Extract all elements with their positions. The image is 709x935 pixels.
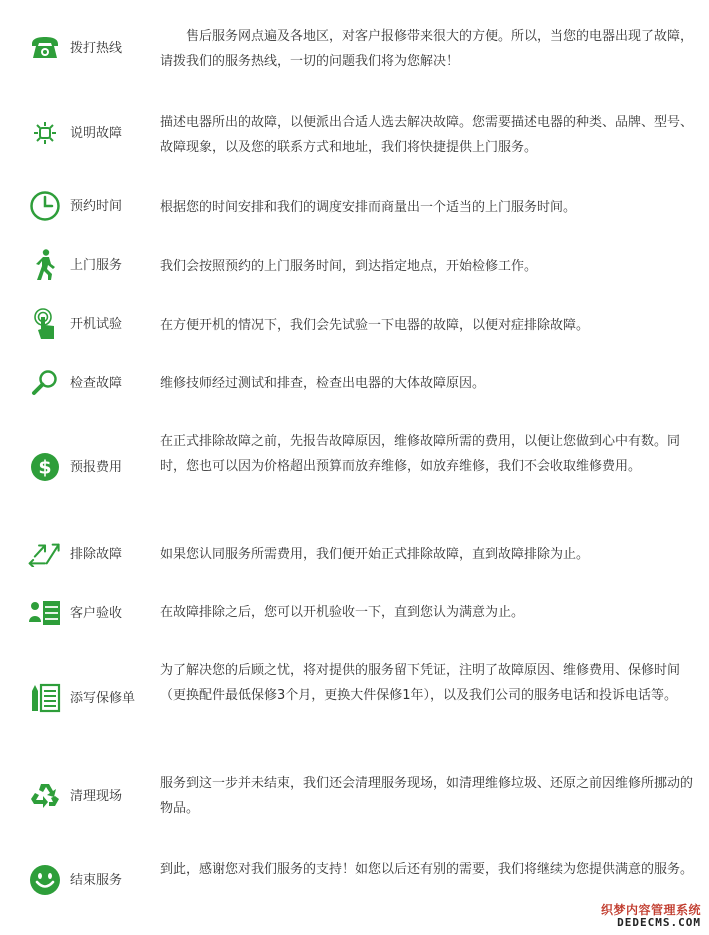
pencil-form-icon — [28, 681, 62, 715]
step-label: 开机试验 — [70, 317, 123, 332]
gear-bug-icon — [28, 116, 62, 150]
step-label: 上门服务 — [70, 258, 123, 273]
step-label: 预约时间 — [70, 199, 123, 214]
watermark-title: 织梦内容管理系统 — [600, 903, 701, 917]
step-description: 服务到这一步并未结束，我们还会清理服务现场，如清理维修垃圾、还原之前因维修所挪动的物品。 — [160, 776, 694, 816]
watermark-logo — [601, 903, 701, 929]
step-description: 在正式排除故障之前，先报告故障原因，维修故障所需的费用，以便让您做到心中有数。同时，您也可以因为价格超出预算而放弃维修，如放弃维修，我们不会收取维修费用。 — [160, 434, 681, 474]
step-label: 客户验收 — [70, 606, 123, 621]
recycle-icon — [28, 779, 62, 813]
step-label: 拨打热线 — [70, 41, 123, 56]
step-label: 预报费用 — [70, 460, 123, 475]
svg-text:$: $ — [38, 456, 52, 479]
user-list-icon — [28, 596, 62, 630]
step-label: 结束服务 — [70, 873, 123, 888]
telephone-icon — [28, 31, 62, 65]
step-description: 如果您认同服务所需费用，我们便开始正式排除故障，直到故障排除为止。 — [160, 547, 590, 562]
step-description: 在故障排除之后，您可以开机验收一下，直到您认为满意为止。 — [160, 605, 525, 620]
step-description: 维修技师经过测试和排查，检查出电器的大体故障原因。 — [160, 376, 486, 391]
step-label: 排除故障 — [70, 547, 123, 562]
step-description: 售后服务网点遍及各地区，对客户报修带来很大的方便。所以，当您的电器出现了故障，请拨我们的服务热线，一切的问题我们将为您解决！ — [160, 29, 694, 69]
magnifier-icon — [28, 366, 62, 400]
walking-person-icon — [28, 248, 62, 282]
step-label: 检查故障 — [70, 376, 123, 391]
step-description: 为了解决您的后顾之忧，将对提供的服务留下凭证，注明了故障原因、维修费用、保修时间（更换配件最低保修3个月，更换大件保修1年），以及我们公司的服务电话和投诉电话等。 — [160, 663, 681, 703]
step-label: 清理现场 — [70, 789, 123, 804]
step-description: 根据您的时间安排和我们的调度安排而商量出一个适当的上门服务时间。 — [160, 200, 577, 215]
step-label: 说明故障 — [70, 126, 123, 141]
exchange-arrows-icon — [28, 537, 62, 571]
step-description: 描述电器所出的故障，以便派出合适人选去解决故障。您需要描述电器的种类、品牌、型号、故障现象，以及您的联系方式和地址，我们将快捷提供上门服务。 — [160, 115, 694, 155]
step-label: 添写保修单 — [70, 691, 136, 706]
smiley-icon — [28, 863, 62, 897]
finger-press-icon — [28, 307, 62, 341]
step-description: 到此，感谢您对我们服务的支持！如您以后还有别的需要，我们将继续为您提供满意的服务。 — [160, 862, 694, 877]
clock-icon — [28, 189, 62, 223]
step-description: 我们会按照预约的上门服务时间，到达指定地点，开始检修工作。 — [160, 259, 538, 274]
watermark-domain: DEDECMS.COM — [617, 916, 701, 929]
dollar-icon — [28, 450, 62, 484]
step-description: 在方便开机的情况下，我们会先试验一下电器的故障，以便对症排除故障。 — [160, 318, 590, 333]
